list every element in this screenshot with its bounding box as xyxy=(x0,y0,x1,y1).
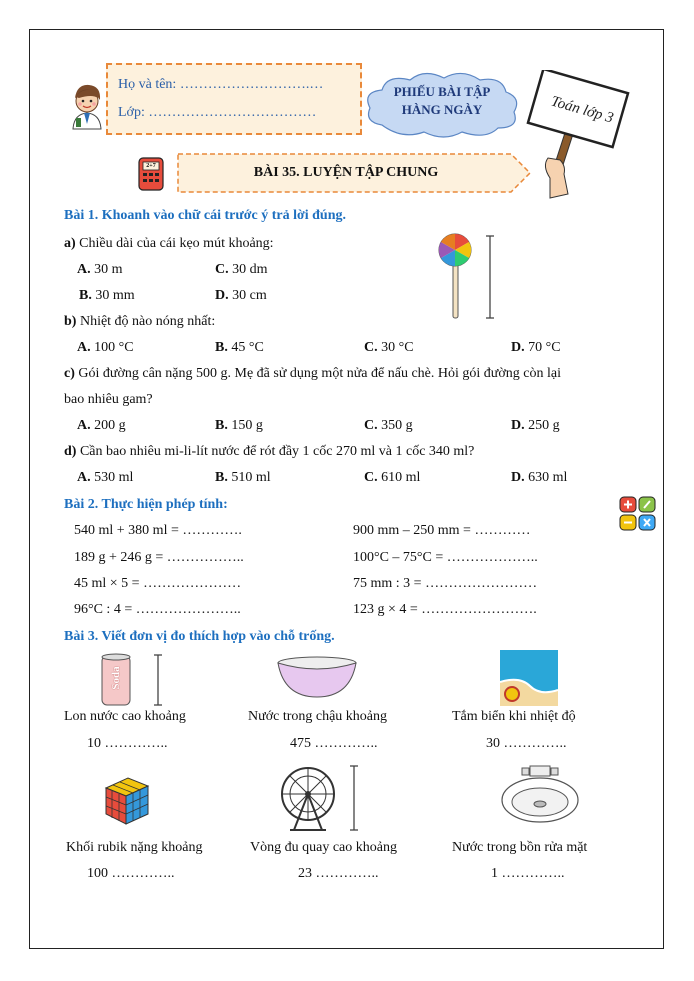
bai3-item6-caption: Nước trong bồn rửa mặt xyxy=(452,840,588,855)
bai1-a-option-b[interactable]: B. 30 mm xyxy=(79,288,135,303)
student-info-box xyxy=(106,63,362,135)
bai1-c-option-d[interactable]: D. 250 g xyxy=(511,418,560,433)
bai2-right-2[interactable]: 100°C – 75°C = ……………….. xyxy=(353,550,538,565)
bai2-right-4[interactable]: 123 g × 4 = ……………………. xyxy=(353,602,537,617)
calculator-screen-text: 2+7 xyxy=(146,163,156,169)
bai1-d-option-a[interactable]: A. 530 ml xyxy=(77,470,134,485)
bai3-heading: Bài 3. Viết đơn vị đo thích hợp vào chỗ trống. xyxy=(64,629,335,644)
rubik-cube-icon xyxy=(102,774,152,826)
bai1-d-option-d[interactable]: D. 630 ml xyxy=(511,470,568,485)
bai2-right-1[interactable]: 900 mm – 250 mm = ………… xyxy=(353,523,531,538)
bai3-item5-caption: Vòng đu quay cao khoảng xyxy=(250,840,397,855)
ferris-wheel-icon xyxy=(276,762,368,834)
basin-icon xyxy=(276,655,358,699)
bai2-right-3[interactable]: 75 mm : 3 = …………………… xyxy=(353,576,538,591)
bai1-b-question: b) Nhiệt độ nào nóng nhất: xyxy=(64,314,216,329)
teacher-avatar-icon xyxy=(67,80,107,130)
bai1-b-option-a[interactable]: A. 100 °C xyxy=(77,340,134,355)
sink-icon xyxy=(500,764,580,824)
student-name-field[interactable]: Họ và tên: ……………………….… xyxy=(118,77,324,92)
title-line-1: PHIẾU BÀI TẬP xyxy=(393,84,491,99)
title-line-2: HÀNG NGÀY xyxy=(401,102,483,117)
bai3-item3-answer[interactable]: 30 ………….. xyxy=(486,736,567,751)
beach-icon xyxy=(500,650,558,706)
soda-can-icon xyxy=(96,652,166,708)
bai1-a-option-a[interactable]: A. 30 m xyxy=(77,262,123,277)
lesson-banner xyxy=(176,152,532,194)
bai2-left-3[interactable]: 45 ml × 5 = ………………… xyxy=(74,576,242,591)
bai2-left-2[interactable]: 189 g + 246 g = …………….. xyxy=(74,550,244,565)
bai1-a-question: a) Chiều dài của cái kẹo mút khoảng: xyxy=(64,236,274,251)
bai1-d-option-b[interactable]: B. 510 ml xyxy=(215,470,271,485)
bai3-item3-caption: Tắm biển khi nhiệt độ xyxy=(452,709,576,724)
bai1-c-option-a[interactable]: A. 200 g xyxy=(77,418,126,433)
soda-can-label: Soda xyxy=(110,666,122,690)
bai2-heading: Bài 2. Thực hiện phép tính: xyxy=(64,497,228,512)
student-class-field[interactable]: Lớp: ……………………………… xyxy=(118,105,317,120)
bai1-d-option-c[interactable]: C. 610 ml xyxy=(364,470,421,485)
bai1-b-option-b[interactable]: B. 45 °C xyxy=(215,340,264,355)
bai2-left-1[interactable]: 540 ml + 380 ml = …………. xyxy=(74,523,242,538)
bai1-c-question-line2: bao nhiêu gam? xyxy=(64,392,153,407)
bai3-item2-answer[interactable]: 475 ………….. xyxy=(290,736,378,751)
sign-board xyxy=(520,70,630,200)
bai1-d-question: d) Cần bao nhiêu mi-li-lít nước để rót đầy 1 cốc 270 ml và 1 cốc 340 ml? xyxy=(64,444,475,459)
bai3-item1-caption: Lon nước cao khoảng xyxy=(64,709,186,724)
bai3-item1-answer[interactable]: 10 ………….. xyxy=(87,736,168,751)
bai1-c-question-line1: c) Gói đường cân nặng 500 g. Mẹ đã sử dụng một nửa để nấu chè. Hỏi gói đường còn lại xyxy=(64,366,561,381)
math-operations-icon xyxy=(619,496,657,532)
bai1-a-option-d[interactable]: D. 30 cm xyxy=(215,288,267,303)
bai1-heading: Bài 1. Khoanh vào chữ cái trước ý trả lời đúng. xyxy=(64,208,346,223)
bai1-c-option-c[interactable]: C. 350 g xyxy=(364,418,413,433)
lollipop-icon xyxy=(436,232,500,322)
worksheet-title-cloud xyxy=(362,70,522,140)
bai1-b-option-d[interactable]: D. 70 °C xyxy=(511,340,561,355)
bai1-a-option-c[interactable]: C. 30 dm xyxy=(215,262,268,277)
bai3-item5-answer[interactable]: 23 ………….. xyxy=(298,866,379,881)
bai1-c-option-b[interactable]: B. 150 g xyxy=(215,418,263,433)
bai3-item6-answer[interactable]: 1 ………….. xyxy=(491,866,565,881)
calculator-icon xyxy=(137,156,165,192)
bai3-item4-caption: Khối rubik nặng khoảng xyxy=(66,840,203,855)
sign-text: Toán lớp 3 xyxy=(549,93,616,127)
bai2-left-4[interactable]: 96°C : 4 = ………………….. xyxy=(74,602,241,617)
bai1-b-option-c[interactable]: C. 30 °C xyxy=(364,340,414,355)
bai3-item4-answer[interactable]: 100 ………….. xyxy=(87,866,175,881)
lesson-title: BÀI 35. LUYỆN TẬP CHUNG xyxy=(253,165,439,180)
bai3-item2-caption: Nước trong chậu khoảng xyxy=(248,709,388,724)
